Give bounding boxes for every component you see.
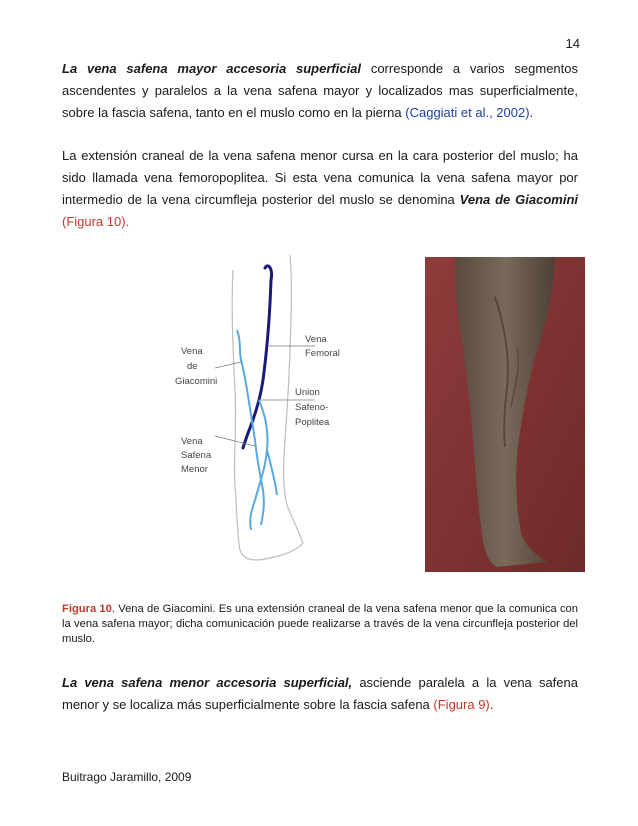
label-union-3: Poplitea [295,417,330,428]
paragraph-text: asciende paralela a la vena safena menor y se localiza más superficialmente sobre la fascia safena [62,675,578,712]
paragraph-end: . [529,105,534,120]
label-giacomini-3: Giacomini [175,376,218,387]
figure-reference[interactable]: (Figura 9) [433,697,490,712]
label-union-2: Safeno- [295,402,329,413]
figure-reference[interactable]: (Figura 10). [62,214,130,229]
leader-giacomini [215,362,241,368]
paragraph-text: corresponde a varios segmentos ascendentes y paralelos a la vena safena mayor y localizados mas superficialmente, sobre la fascia safena, tanto en el muslo como en la pierna [62,61,578,120]
paragraph-text: La extensión craneal de la vena safena menor cursa en la cara posterior del muslo; ha sido llamada vena femoropoplitea. Si esta vena comunica la vena safena mayor por intermedio de la vena circumfleja posterior del muslo se denomina [62,148,578,207]
label-safena-menor-3: Menor [181,464,208,475]
label-giacomini-2: de [187,361,198,372]
paragraph-accessory-small-saphenous [62,672,578,716]
leg-outline [232,255,303,560]
term-accessory-great-saphenous: La vena safena mayor accesoria superficial [62,61,362,76]
citation-link[interactable]: (Caggiati et al., 2002) [405,105,530,120]
label-union-1: Union [295,387,320,398]
leg-photo [425,257,585,572]
figure-10 [60,250,580,580]
leg-vein-diagram [175,250,410,572]
label-femoral-2: Femoral [305,348,340,359]
label-safena-menor-2: Safena [181,450,212,461]
paragraph-giacomini [62,145,578,233]
paragraph-end: . [489,697,494,712]
caption-text: . Vena de Giacomini. Es una extensión craneal de la vena safena menor que la comunica con la vena safena mayor; dicha comunicación puede realizarse a través de la vena circunfleja posterior del muslo. [62,603,578,645]
label-femoral-1: Vena [305,334,327,345]
label-giacomini-1: Vena [181,346,203,357]
figure-caption [62,602,578,647]
paragraph-accessory-great-saphenous [62,58,578,124]
footer-author: Buitrago Jaramillo, 2009 [62,770,192,784]
caption-label: Figura 10 [62,603,112,615]
page-number: 14 [565,36,580,51]
term-giacomini: Vena de Giacomini [459,192,578,207]
femoral-vein [243,266,272,448]
term-accessory-small-saphenous: La vena safena menor accesoria superficial, [62,675,353,690]
label-safena-menor-1: Vena [181,436,203,447]
